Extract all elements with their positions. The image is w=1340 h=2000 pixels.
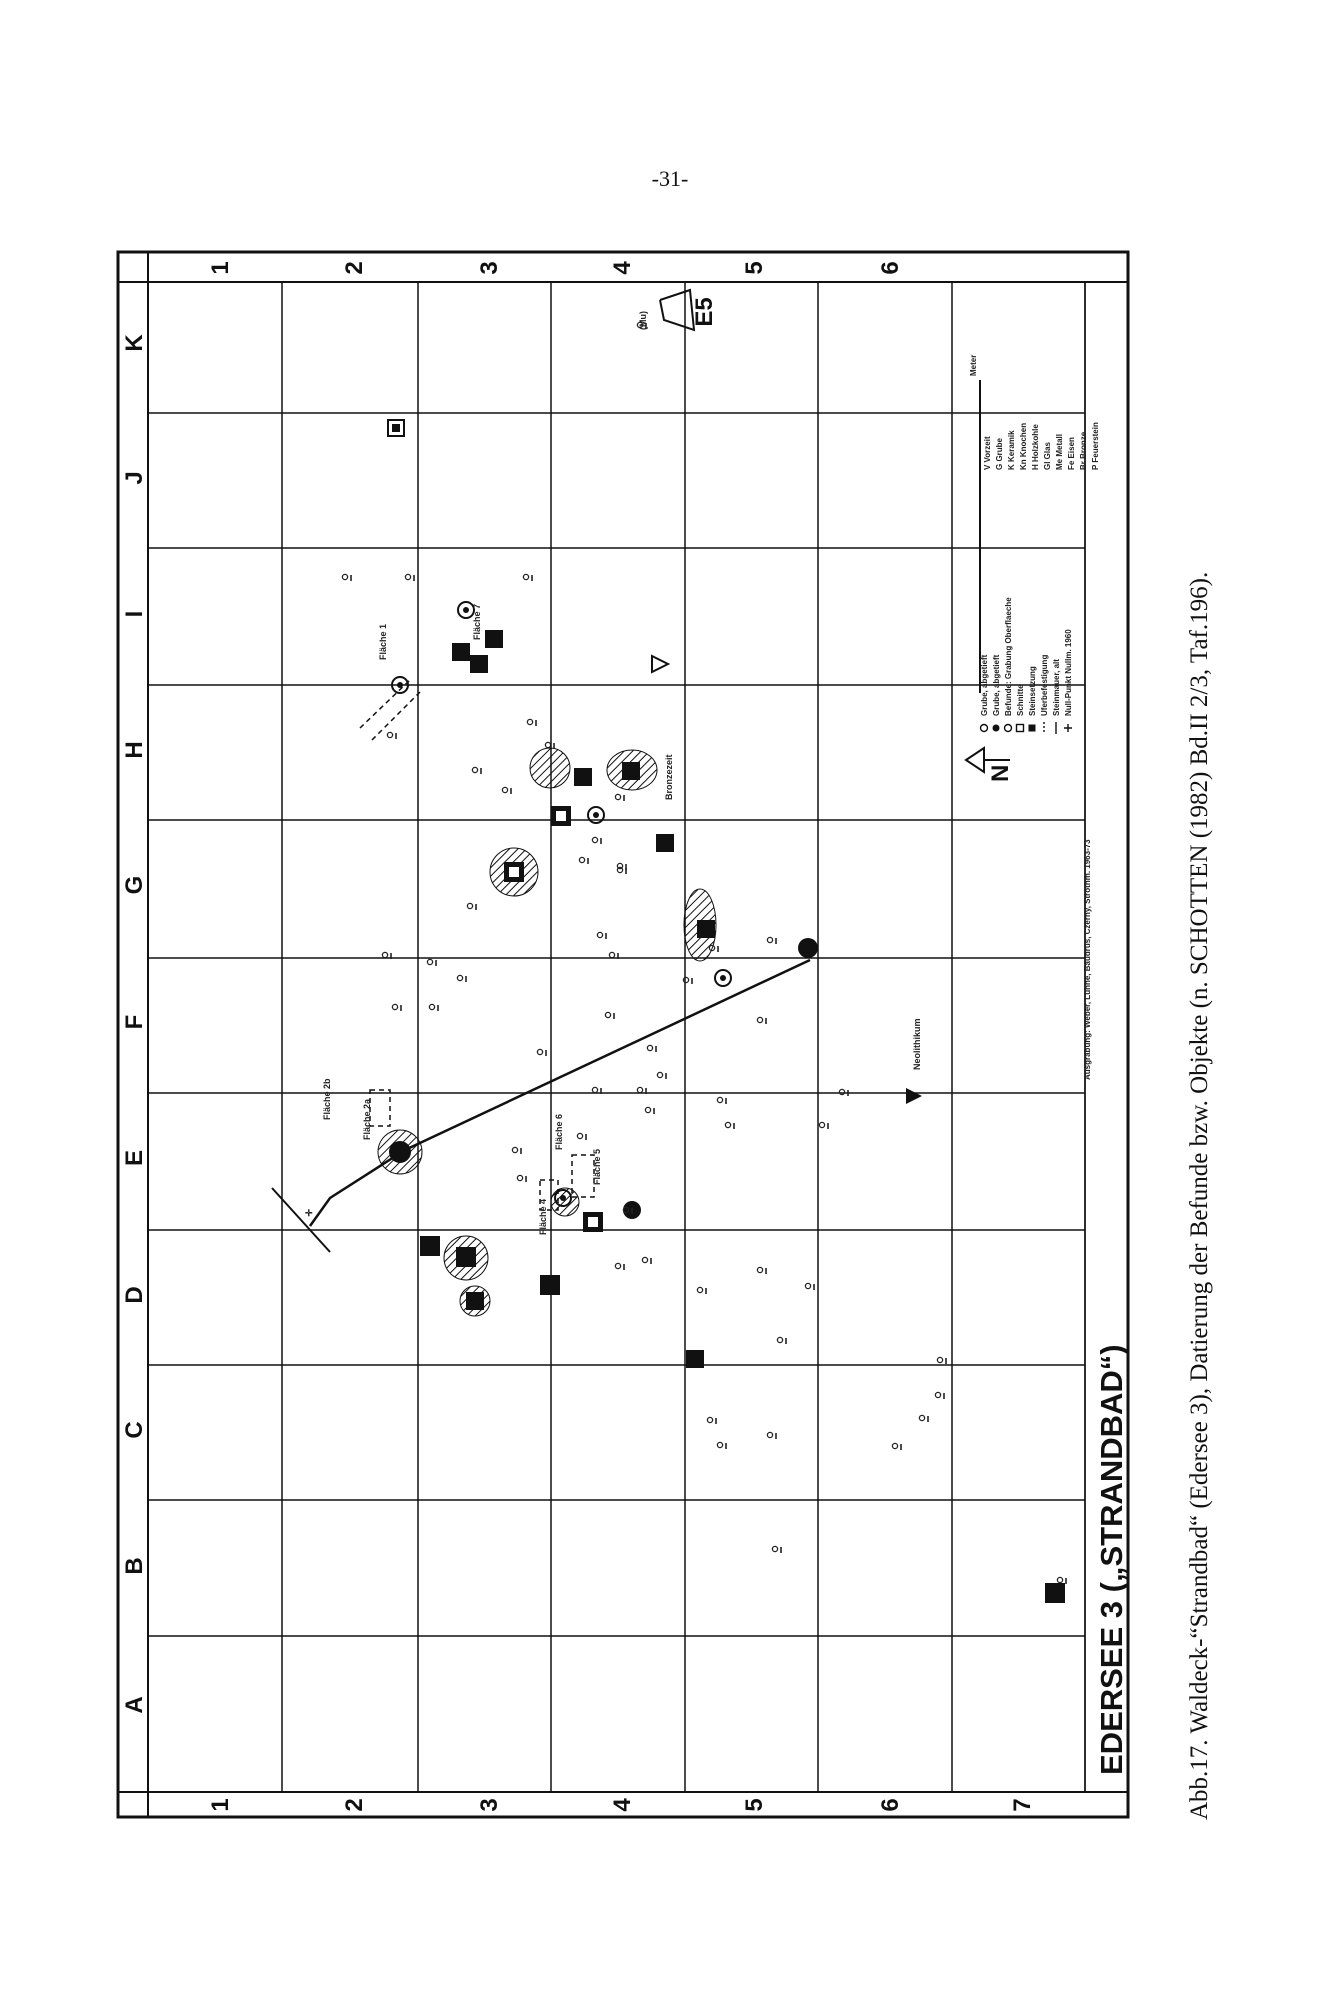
square-feature xyxy=(485,630,503,648)
square-feature xyxy=(540,1275,560,1295)
find-dot xyxy=(597,932,602,937)
grid-letter-a: A xyxy=(121,1696,148,1714)
feature-label-mu: (Mu) xyxy=(638,311,648,330)
grid-letter-b: B xyxy=(121,1557,148,1575)
legend-symbols xyxy=(981,722,1073,734)
grid-numbers-top xyxy=(207,261,904,275)
survey-cross: ✛ xyxy=(305,1208,313,1218)
find-dot xyxy=(427,959,432,964)
abbrev-2: G Grube xyxy=(995,437,1004,470)
find-dot xyxy=(577,1133,582,1138)
find-dot xyxy=(527,719,532,724)
find-dot xyxy=(609,952,614,957)
grid-top-number-6: 6 xyxy=(877,261,904,275)
find-dot xyxy=(1057,1577,1062,1582)
double-circle-core xyxy=(720,975,726,981)
square-feature xyxy=(456,1247,476,1267)
square-feature xyxy=(686,1350,704,1368)
find-dot xyxy=(637,1087,642,1092)
find-dot xyxy=(805,1283,810,1288)
hatched-pit xyxy=(530,748,570,788)
legend-item-1: Grube, abgetieft xyxy=(980,654,989,716)
find-dot xyxy=(892,1443,897,1448)
grid-number-6: 6 xyxy=(877,1798,904,1812)
find-dot xyxy=(657,1072,662,1077)
legend-item-8: Null-Punkt Nullm. 1960 xyxy=(1064,629,1073,716)
find-dot xyxy=(457,975,462,980)
abbrev-5: H Holzkohle xyxy=(1031,424,1040,470)
grid-letter-g: G xyxy=(121,875,148,895)
abbrev-4: Kn Knochen xyxy=(1019,422,1028,470)
abbrev-1: V Vorzeit xyxy=(983,436,992,470)
find-dot xyxy=(342,574,347,579)
square-feature xyxy=(452,643,470,661)
find-dot xyxy=(502,787,507,792)
north-arrow-head xyxy=(966,748,984,772)
find-dot xyxy=(467,903,472,908)
grid-letter-j: J xyxy=(121,471,148,485)
feature-label-flaeche-1: Fläche 1 xyxy=(378,623,388,660)
find-dot xyxy=(405,574,410,579)
find-dot xyxy=(592,1087,597,1092)
square-feature xyxy=(1045,1583,1065,1603)
find-dot xyxy=(537,1049,542,1054)
legend-symbol-circle-double xyxy=(1005,725,1012,732)
square-feature xyxy=(622,762,640,780)
find-dot xyxy=(512,1147,517,1152)
abbrev-6: Gl Glas xyxy=(1043,441,1052,470)
find-dot xyxy=(429,1004,434,1009)
square-feature xyxy=(574,768,592,786)
legend-item-2: Grube, abgetieft xyxy=(992,654,1001,716)
find-dot xyxy=(839,1089,844,1094)
find-dot xyxy=(935,1392,940,1397)
page-number: -31- xyxy=(651,166,689,191)
scale-label: Meter xyxy=(969,354,978,376)
legend xyxy=(966,355,1100,1080)
double-circle-core xyxy=(463,607,469,613)
feature-label-flaeche-2a: Fläche 2a xyxy=(362,1098,372,1140)
find-dot xyxy=(545,742,550,747)
grid-number-1: 1 xyxy=(207,1798,234,1812)
grid-number-7: 7 xyxy=(1009,1798,1036,1812)
find-dot xyxy=(523,574,528,579)
grid-top-number-4: 4 xyxy=(609,261,636,275)
find-dot xyxy=(717,1442,722,1447)
north-label: N xyxy=(987,764,1014,782)
grid-letter-c: C xyxy=(121,1421,148,1439)
legend-symbol-square-filled xyxy=(1029,725,1036,732)
double-circles-core xyxy=(397,607,726,1201)
dashed-boundary xyxy=(572,1155,594,1197)
abbrev-3: K Keramik xyxy=(1007,430,1016,470)
legend-symbol-cross xyxy=(1064,724,1072,732)
figure-caption: Abb.17. Waldeck-“Strandbad“ (Edersee 3), Datierung der Befunde bzw. Objekte (n. SCHOTTEN (1982) Bd.II 2/3, Taf.196). xyxy=(1186,571,1213,1820)
grid-letter-h: H xyxy=(121,741,148,759)
find-dot xyxy=(382,952,387,957)
open-square-feature-inner xyxy=(588,1217,598,1227)
double-circle-core xyxy=(593,812,599,818)
feature-label-flaeche-2b: Fläche 2b xyxy=(322,1078,332,1120)
e5-bracket xyxy=(660,290,694,330)
legend-symbol-circle-open xyxy=(981,725,988,732)
abbrev-10: P Feuerstein xyxy=(1091,422,1100,470)
grid-letter-k: K xyxy=(121,334,148,352)
dashed-boundary xyxy=(360,680,410,728)
legend-item-4: Schnitte xyxy=(1016,684,1025,716)
find-dot xyxy=(472,767,477,772)
grid-top-number-3: 3 xyxy=(476,261,503,275)
triangle-marker xyxy=(652,656,668,672)
find-dot xyxy=(717,1097,722,1102)
square-feature xyxy=(697,920,715,938)
dashed-boundary xyxy=(372,692,420,740)
feature-label-flaeche-7: Fläche 7 xyxy=(472,603,482,640)
legend-item-6: Uferbefestigung xyxy=(1040,654,1049,716)
feature-label-flaeche-5: Fläche 5 xyxy=(592,1148,602,1185)
legend-symbol-square-open xyxy=(1017,725,1024,732)
find-dot xyxy=(757,1017,762,1022)
legend-bottom-note: Ausgrabung: Weber, Luhne, Baudrus, Czerny, Strothm. 1963-73 xyxy=(1083,839,1092,1080)
grid-top-number-1: 1 xyxy=(207,261,234,275)
filled-circle-feature xyxy=(798,938,818,958)
find-dot xyxy=(772,1546,777,1551)
find-dot xyxy=(592,837,597,842)
grid-top-number-2: 2 xyxy=(341,261,368,275)
find-dot xyxy=(767,1432,772,1437)
square-feature xyxy=(470,655,488,673)
legend-item-7: Steinmauer, alt xyxy=(1052,659,1061,716)
grid-letter-d: D xyxy=(121,1286,148,1304)
square-feature xyxy=(466,1292,484,1310)
find-dot xyxy=(707,1417,712,1422)
corner-label-e5: E5 xyxy=(691,297,718,327)
feature-label-neolithikum: Neolithikum xyxy=(912,1018,922,1070)
grid-number-2: 2 xyxy=(341,1798,368,1812)
open-square-feature-inner xyxy=(509,867,519,877)
grid-number-3: 3 xyxy=(476,1798,503,1812)
find-dot xyxy=(615,1263,620,1268)
legend-symbol-circle-filled xyxy=(993,725,1000,732)
open-square-feature-inner xyxy=(556,811,566,821)
find-dot xyxy=(642,1257,647,1262)
find-dot xyxy=(387,732,392,737)
abbrev-9: Br Bronze xyxy=(1079,431,1088,470)
find-dot xyxy=(579,857,584,862)
abbrev-8: Fe Eisen xyxy=(1067,437,1076,470)
map-title: EDERSEE 3 („STRANDBAD“) xyxy=(1094,1344,1129,1775)
grid-letter-i: I xyxy=(121,610,148,618)
square-feature xyxy=(656,834,674,852)
find-dot xyxy=(919,1415,924,1420)
find-dot xyxy=(777,1337,782,1342)
find-dot xyxy=(683,977,688,982)
grid-letter-f: F xyxy=(121,1014,148,1030)
feature-label-bronzezeit: Bronzezeit xyxy=(664,754,674,800)
find-dot xyxy=(819,1122,824,1127)
find-dot xyxy=(757,1267,762,1272)
find-dot xyxy=(937,1357,942,1362)
survey-line-tick xyxy=(272,1188,330,1252)
feature-label-flaeche-6: Fläche 6 xyxy=(554,1113,564,1150)
grid-lines xyxy=(148,282,1085,1792)
find-dot xyxy=(392,1004,397,1009)
stone-settings xyxy=(420,630,1065,1603)
find-dot xyxy=(647,1045,652,1050)
find-dot xyxy=(767,937,772,942)
grid-number-4: 4 xyxy=(609,1798,636,1812)
dashed-boundary xyxy=(370,1090,390,1126)
feature-label-flaeche-4: Fläche 4 xyxy=(538,1198,548,1235)
find-dot xyxy=(697,1287,702,1292)
find-dot xyxy=(645,1107,650,1112)
open-square-feature-inner xyxy=(392,424,400,432)
grid-letter-e: E xyxy=(121,1149,148,1167)
abbrev-7: Me Metall xyxy=(1055,433,1064,470)
grid-number-5: 5 xyxy=(741,1798,768,1812)
map-frame xyxy=(118,252,1128,1817)
find-dot xyxy=(725,1122,730,1127)
square-feature xyxy=(420,1236,440,1256)
filled-pit xyxy=(389,1141,411,1163)
triangle-marker-filled xyxy=(906,1088,922,1104)
grid-numbers-side xyxy=(207,1798,1036,1812)
find-dot xyxy=(517,1175,522,1180)
grid-letters xyxy=(121,334,148,1714)
legend-item-5: Steinsetzung xyxy=(1028,666,1037,716)
find-dot xyxy=(605,1012,610,1017)
find-dot xyxy=(615,794,620,799)
double-circle-core xyxy=(560,1195,566,1201)
grid-top-number-5: 5 xyxy=(741,261,768,275)
legend-item-3: Befunde: Grabung Oberflaeche xyxy=(1004,597,1013,716)
